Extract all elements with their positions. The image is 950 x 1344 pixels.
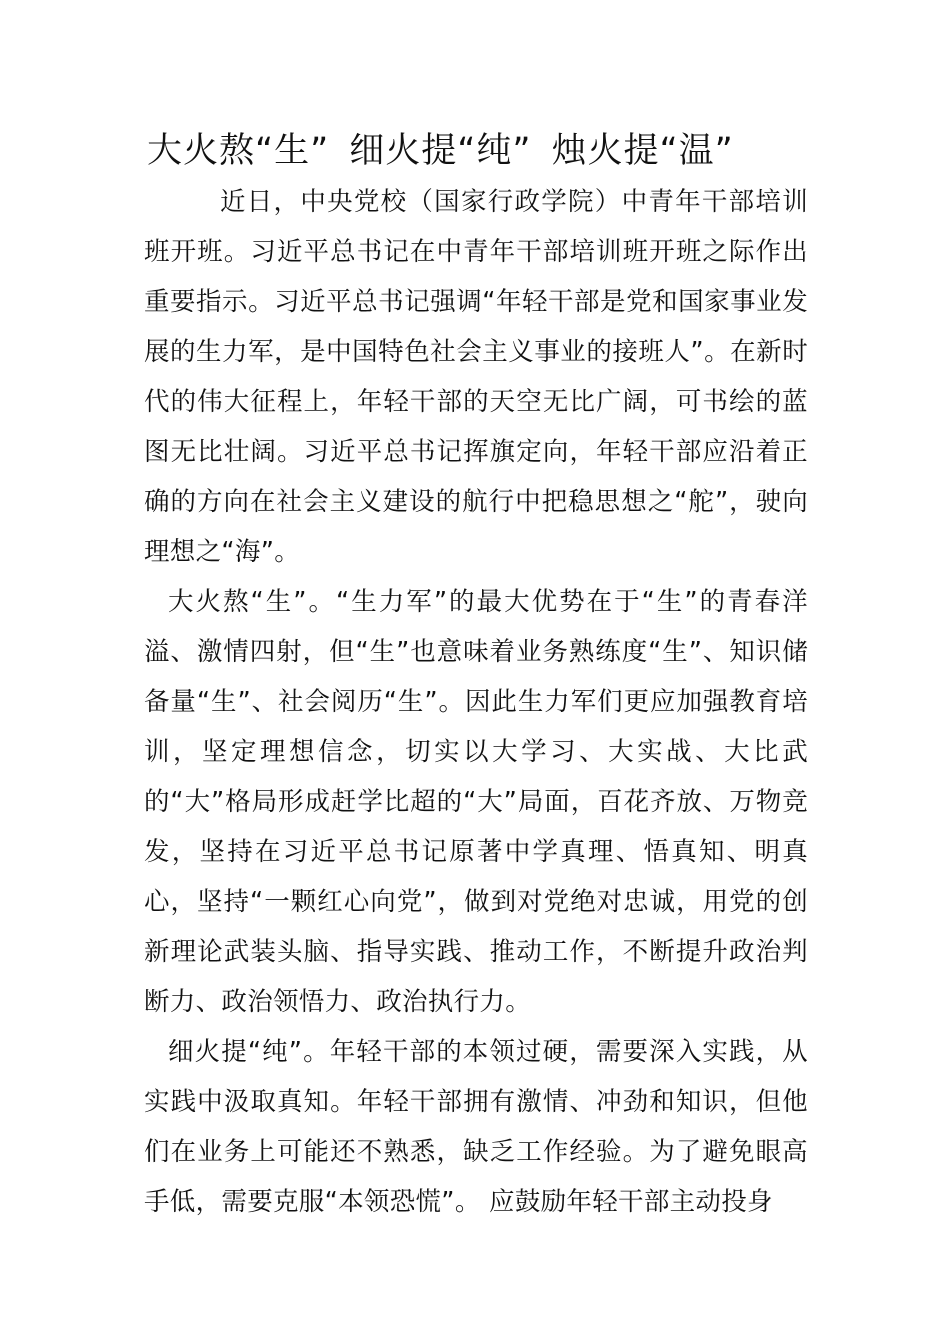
paragraph-section-2: 细火提“纯”。年轻干部的本领过硬，需要深入实践，从实践中汲取真知。年轻干部拥有激情、冲劲和知识，但他们在业务上可能还不熟悉，缺乏工作经验。为了避免眼高手低，需要克服“本领恐慌”。 应鼓励年轻干部主动投身 — [144, 1037, 808, 1217]
paragraph-section-1: 大火熬“生”。“生力军”的最大优势在于“生”的青春洋溢、激情四射，但“生”也意味着业务熟练度“生”、知识储备量“生”、社会阅历“生”。因此生力军们更应加强教育培训，坚定理想信念，切实以大学习、大实战、大比武的“大”格局形成赶学比超的“大”局面，百花齐放、万物竞发，坚持在习近平总书记原著中学真理、悟真知、明真心，坚持“一颗红心向党”，做到对党绝对忠诚，用党的创新理论武装头脑、指导实践、推动工作，不断提升政治判断力、政治领悟力、政治执行力。 — [144, 587, 808, 1017]
document-body — [144, 177, 808, 1227]
document-title — [147, 126, 847, 176]
title-part-2: 细火提“纯” — [349, 131, 532, 171]
title-part-3: 烛火提“温” — [551, 131, 734, 171]
paragraph-intro: 近日，中央党校（国家行政学院）中青年干部培训班开班。习近平总书记在中青年干部培训班开班之际作出重要指示。习近平总书记强调“年轻干部是党和国家事业发展的生力军，是中国特色社会主义事业的接班人”。在新时代的伟大征程上，年轻干部的天空无比广阔，可书绘的蓝图无比壮阔。习近平总书记挥旗定向，年轻干部应沿着正确的方向在社会主义建设的航行中把稳思想之“舵”，驶向理想之“海”。 — [144, 187, 808, 567]
title-part-1: 大火熬“生” — [147, 131, 330, 171]
